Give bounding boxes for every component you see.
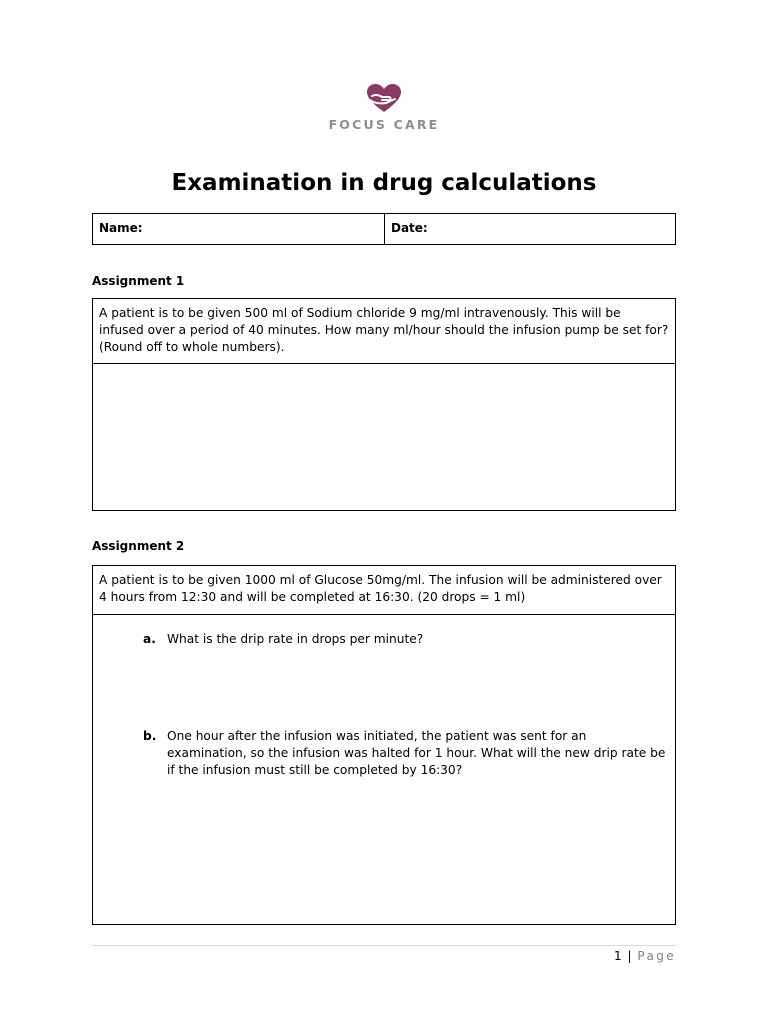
name-label: Name: xyxy=(99,221,143,235)
logo-text: FOCUS CARE xyxy=(328,117,440,132)
subquestion-text: One hour after the infusion was initiated, the patient was sent for an examination, so the infusion was halted for 1 hour. What will the new drip rate be if the infusion must still be completed by 16:30? xyxy=(167,729,666,777)
page-footer xyxy=(614,949,676,963)
assignment-1-question: A patient is to be given 500 ml of Sodium chloride 9 mg/ml intravenously. This will be infused over a period of 40 minutes. How many ml/hour should the infusion pump be set for? (Round off to whole numbers). xyxy=(93,299,675,364)
page-number: 1 xyxy=(614,949,622,963)
subquestion-letter: a. xyxy=(143,632,156,646)
subquestion-a xyxy=(143,631,667,648)
assignment-2-heading: Assignment 2 xyxy=(92,539,185,553)
footer-divider xyxy=(92,945,676,946)
subquestion-letter: b. xyxy=(143,729,157,743)
name-field[interactable] xyxy=(93,214,385,244)
page-title: Examination in drug calculations xyxy=(171,170,597,196)
page-word: Page xyxy=(637,949,676,963)
assignment-1-heading: Assignment 1 xyxy=(92,274,185,288)
subquestion-text: What is the drip rate in drops per minute? xyxy=(167,632,424,646)
assignment-2-box xyxy=(92,565,676,925)
page-separator: | xyxy=(627,949,632,963)
assignment-1-answer-area[interactable] xyxy=(93,364,675,510)
logo xyxy=(0,82,768,132)
heart-hands-icon xyxy=(364,82,404,114)
name-date-table xyxy=(92,213,676,245)
assignment-2-answer-area[interactable] xyxy=(93,615,675,924)
subquestion-b xyxy=(143,728,667,779)
date-field[interactable] xyxy=(385,214,675,244)
assignment-1-box xyxy=(92,298,676,511)
date-label: Date: xyxy=(391,221,428,235)
assignment-2-question: A patient is to be given 1000 ml of Glucose 50mg/ml. The infusion will be administered over 4 hours from 12:30 and will be completed at 16:30. (20 drops = 1 ml) xyxy=(93,566,675,615)
